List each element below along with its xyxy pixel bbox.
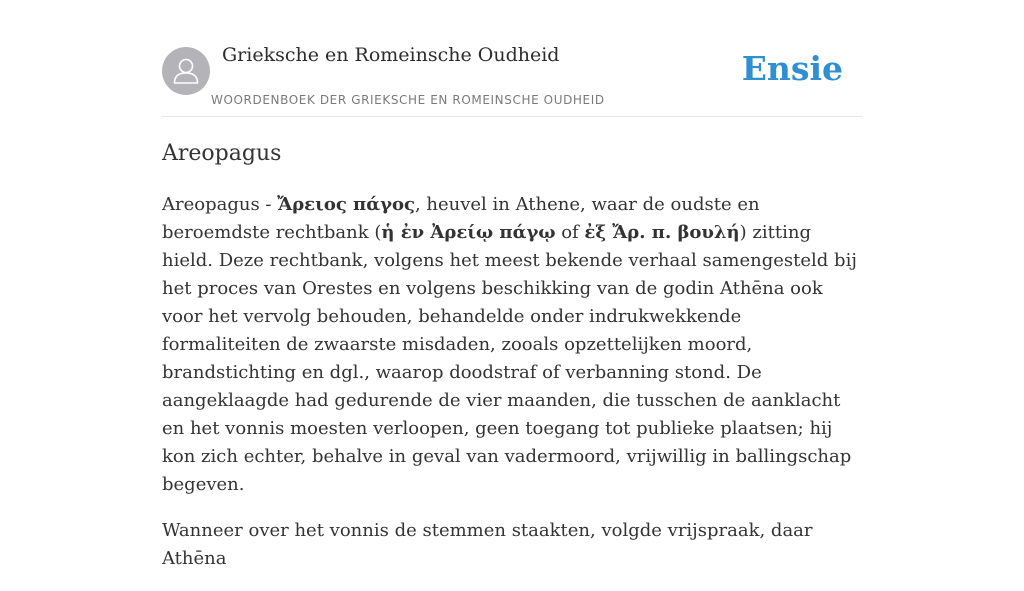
- source-avatar[interactable]: [162, 47, 210, 95]
- article: [162, 138, 862, 591]
- user-silhouette-icon: [162, 47, 210, 95]
- entry-title: Areopagus: [162, 141, 282, 166]
- header: [162, 0, 862, 117]
- greek-term-3: ἐξ Ἄρ. π. βουλή: [584, 222, 740, 243]
- ensie-logo-link[interactable]: Ensie: [741, 49, 843, 88]
- greek-term-1: Ἄρειος πάγος: [277, 194, 415, 215]
- paragraph-1-text-4: ) zitting hield. Deze rechtbank, volgens het meest bekende verhaal samengesteld bij het proces van Orestes en volgens beschikking van de godin Athēna ook voor het vervolg behouden, behandelde onder indrukwekkende formaliteiten de zwaarste misdaden, zooals opzettelijken moord, brandstichting en dgl., waarop doodstraf of verbanning stond. De aangeklaagde had gedurende de vier maanden, die tusschen de aanklacht en het vonnis moesten verloopen, geen toegang tot publieke plaatsen; hij kon zich echter, behalve in geval van vadermoord, vrijwillig in ballingschap begeven.: [162, 222, 857, 495]
- paragraph-1-text-1: Areopagus -: [162, 194, 278, 215]
- source-title-link[interactable]: Grieksche en Romeinsche Oudheid: [222, 44, 560, 66]
- source-subtitle: WOORDENBOEK DER GRIEKSCHE EN ROMEINSCHE OUDHEID: [211, 93, 605, 107]
- paragraph-1-text-3: of: [555, 222, 585, 243]
- paragraph-1: [162, 191, 862, 499]
- greek-term-2: ἡ ἐν Ἀρείῳ πάγῳ: [381, 222, 556, 243]
- paragraph-1-text-2: , heuvel in Athene, waar de oudste en beroemdste rechtbank (: [162, 194, 760, 243]
- paragraph-2: Wanneer over het vonnis de stemmen staakten, volgde vrijspraak, daar Athēna: [162, 520, 813, 569]
- entry-body: [162, 191, 862, 573]
